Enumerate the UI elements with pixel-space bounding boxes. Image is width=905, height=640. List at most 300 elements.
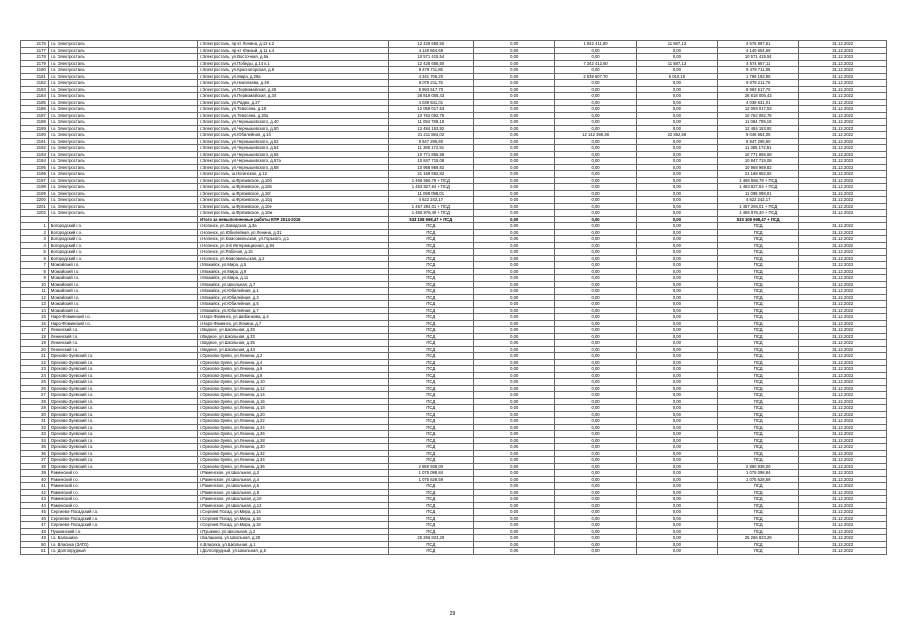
amount-a-cell: 0,00 — [474, 236, 555, 243]
row-number-cell: 47 — [21, 522, 49, 529]
date-cell: 31.12.2022 — [799, 203, 887, 210]
amount-c-cell: 0,00 — [636, 223, 717, 230]
amount-b-cell: 0,00 — [555, 327, 636, 334]
amount-d-cell: ПСД — [718, 294, 799, 301]
date-cell: 31.12.2022 — [799, 502, 887, 509]
total-cost-cell: 25 266 823,29 — [388, 535, 473, 542]
total-cost-cell: ПСД — [388, 405, 473, 412]
date-cell: 31.12.2022 — [799, 151, 887, 158]
amount-d-cell: 26 818 005,43 — [718, 93, 799, 100]
date-cell: 31.12.2022 — [799, 106, 887, 113]
amount-c-cell: 0,00 — [636, 54, 717, 61]
row-number-cell: 2177 — [21, 47, 49, 54]
amount-c-cell: 0,00 — [636, 431, 717, 438]
row-number-cell: 42 — [21, 489, 49, 496]
municipality-cell: Орехово-Зуевский г.о. — [48, 457, 197, 464]
row-number-cell: 48 — [21, 528, 49, 535]
amount-c-cell: 0,00 — [636, 99, 717, 106]
total-cost-cell: 21 168 662,82 — [388, 171, 473, 178]
amount-a-cell: 0,00 — [474, 301, 555, 308]
total-cost-cell: ПСД — [388, 320, 473, 327]
date-cell: 31.12.2022 — [799, 457, 887, 464]
row-number-cell: 2195 — [21, 164, 49, 171]
amount-d-cell: ПСД — [718, 275, 799, 282]
row-number-cell: 44 — [21, 502, 49, 509]
total-cost-cell: ПСД — [388, 411, 473, 418]
amount-b-cell: 0,00 — [555, 67, 636, 74]
row-number-cell: 3 — [21, 236, 49, 243]
amount-a-cell: 0,00 — [474, 418, 555, 425]
date-cell: 31.12.2022 — [799, 431, 887, 438]
amount-d-cell: 11 098 098,01 — [718, 190, 799, 197]
total-cost-cell: 12 059 017,53 — [388, 106, 473, 113]
municipality-cell: г.о. Электросталь — [48, 171, 197, 178]
date-cell: 31.12.2022 — [799, 437, 887, 444]
address-cell: г.Орехово-Зуево, ул.Ленина, д.26 — [198, 431, 388, 438]
municipality-cell: Сергиево-Посадский г.о. — [48, 522, 197, 529]
row-number-cell: 2200 — [21, 197, 49, 204]
row-number-cell: 11 — [21, 288, 49, 295]
amount-a-cell: 0,00 — [474, 320, 555, 327]
row-number-cell: 16 — [21, 320, 49, 327]
total-cost-cell: ПСД — [388, 509, 473, 516]
date-cell: 31.12.2022 — [799, 522, 887, 529]
date-cell: 31.12.2022 — [799, 86, 887, 93]
amount-b-cell: 0,00 — [555, 340, 636, 347]
address-cell: г.Можайск, ул.Юбилейная, д.7 — [198, 307, 388, 314]
amount-a-cell: 0,00 — [474, 333, 555, 340]
date-cell: 31.12.2022 — [799, 307, 887, 314]
amount-a-cell: 0,00 — [474, 158, 555, 165]
total-cost-cell: ПСД — [388, 281, 473, 288]
amount-a-cell: 0,00 — [474, 145, 555, 152]
page-number: 29 — [449, 611, 456, 617]
amount-c-cell: 0,00 — [636, 359, 717, 366]
amount-d-cell: ПСД — [718, 385, 799, 392]
amount-c-cell: 0,00 — [636, 262, 717, 269]
date-cell: 31.12.2022 — [799, 294, 887, 301]
address-cell: г.Орехово-Зуево, ул.Ленина, д.10 — [198, 379, 388, 386]
amount-c-cell: 0,00 — [636, 67, 717, 74]
amount-d-cell: 4 039 631,01 — [718, 99, 799, 106]
row-number-cell: 2190 — [21, 132, 49, 139]
row-number-cell: 2 — [21, 229, 49, 236]
amount-b-cell: 0,00 — [555, 457, 636, 464]
amount-a-cell: 0,00 — [474, 431, 555, 438]
date-cell: 31.12.2022 — [799, 210, 887, 217]
amount-a-cell: 0,00 — [474, 307, 555, 314]
amount-b-cell: 0,00 — [555, 177, 636, 184]
amount-b-cell: 0,00 — [555, 164, 636, 171]
amount-d-cell: 8 947 295,60 — [718, 138, 799, 145]
row-number-cell: 27 — [21, 392, 49, 399]
amount-c-cell: 0,00 — [636, 255, 717, 262]
amount-d-cell: 10 771 856,58 — [718, 151, 799, 158]
amount-b-cell: 0,00 — [555, 437, 636, 444]
amount-a-cell: 0,00 — [474, 398, 555, 405]
municipality-cell: Раменский г.о. — [48, 496, 197, 503]
row-number-cell: 2179 — [21, 60, 49, 67]
amount-c-cell: 0,00 — [636, 294, 717, 301]
amount-b-cell: 0,00 — [555, 151, 636, 158]
address-cell: г.Электросталь, ул.Мира, д.26а — [198, 73, 388, 80]
amount-a-cell: 0,00 — [474, 54, 555, 61]
amount-a-cell: 0,00 — [474, 535, 555, 542]
municipality-cell: г.о. Электросталь — [48, 164, 197, 171]
amount-a-cell: 0,00 — [474, 223, 555, 230]
total-cost-cell: 4 622 242,17 — [388, 197, 473, 204]
amount-d-cell: 1 075 098,84 — [718, 470, 799, 477]
amount-c-cell: 0,00 — [636, 47, 717, 54]
amount-d-cell: ПСД — [718, 444, 799, 451]
row-number-cell: 45 — [21, 509, 49, 516]
amount-a-cell: 0,00 — [474, 379, 555, 386]
date-cell: 31.12.2022 — [799, 320, 887, 327]
date-cell: 31.12.2022 — [799, 275, 887, 282]
date-cell: 31.12.2022 — [799, 548, 887, 555]
amount-c-cell: 0,00 — [636, 236, 717, 243]
date-cell: 31.12.2022 — [799, 249, 887, 256]
amount-a-cell: 0,00 — [474, 444, 555, 451]
total-cost-cell: 21 211 884,02 — [388, 132, 473, 139]
total-cost-cell: ПСД — [388, 346, 473, 353]
address-cell: г.Орехово-Зуево, ул.Ленина, д.6 — [198, 366, 388, 373]
municipality-cell: Ленинский г.о. — [48, 346, 197, 353]
row-number-cell: 2196 — [21, 171, 49, 178]
amount-d-cell: ПСД — [718, 379, 799, 386]
date-cell: 31.12.2022 — [799, 54, 887, 61]
address-cell: г.Сергиев Посад, ул.Мира, д.18 — [198, 522, 388, 529]
amount-a-cell: 0,00 — [474, 457, 555, 464]
municipality-cell: г.о. Электросталь — [48, 99, 197, 106]
row-number-cell: 31 — [21, 418, 49, 425]
amount-a-cell: 0,00 — [474, 106, 555, 113]
amount-d-cell: ПСД — [718, 288, 799, 295]
row-number-cell: 21 — [21, 353, 49, 360]
total-cost-cell: ПСД — [388, 398, 473, 405]
amount-a-cell: 0,00 — [474, 249, 555, 256]
total-cost-cell: ПСД — [388, 392, 473, 399]
total-cost-cell: ПСД — [388, 229, 473, 236]
amount-d-cell: ПСД — [718, 314, 799, 321]
amount-d-cell: 1 467 294,01 + ПСД — [718, 203, 799, 210]
repair-schedule-table — [20, 40, 887, 555]
address-cell: г.Электросталь, ул.Чернышевского, д.40 — [198, 119, 388, 126]
amount-a-cell: 0,00 — [474, 60, 555, 67]
address-cell: Итого за невыполненные работы КПР 2014-2016 — [198, 216, 388, 223]
amount-d-cell: ПСД — [718, 548, 799, 555]
amount-b-cell: 0,00 — [555, 125, 636, 132]
municipality-cell: г.о. Электросталь — [48, 197, 197, 204]
row-number-cell: 23 — [21, 366, 49, 373]
amount-c-cell: 0,00 — [636, 119, 717, 126]
amount-c-cell: 0,00 — [636, 470, 717, 477]
amount-c-cell: 0,00 — [636, 301, 717, 308]
address-cell: г.Орехово-Зуево, ул.Ленина, д.16 — [198, 398, 388, 405]
municipality-cell: Раменский г.о. — [48, 489, 197, 496]
date-cell: 31.12.2022 — [799, 197, 887, 204]
amount-d-cell: ПСД — [718, 411, 799, 418]
total-cost-cell: 8 947 295,60 — [388, 138, 473, 145]
total-cost-cell: 1 467 294,01 + ПСД — [388, 203, 473, 210]
total-cost-cell: ПСД — [388, 522, 473, 529]
date-cell: 31.12.2022 — [799, 190, 887, 197]
amount-d-cell: ПСД — [718, 236, 799, 243]
address-cell: г.Орехово-Зуево, ул.Ленина, д.36 — [198, 463, 388, 470]
total-cost-cell: ПСД — [388, 418, 473, 425]
address-cell: г.Электросталь, ул.Чернышевского, д.54 — [198, 145, 388, 152]
date-cell: 31.12.2022 — [799, 223, 887, 230]
amount-a-cell: 0,00 — [474, 327, 555, 334]
address-cell: г.Можайск, ул.Юбилейная, д.3 — [198, 294, 388, 301]
row-number-cell: 51 — [21, 548, 49, 555]
amount-d-cell: ПСД — [718, 431, 799, 438]
amount-a-cell: 0,00 — [474, 489, 555, 496]
amount-c-cell: 0,00 — [636, 444, 717, 451]
amount-a-cell: 0,00 — [474, 502, 555, 509]
date-cell: 31.12.2022 — [799, 268, 887, 275]
amount-a-cell: 0,00 — [474, 99, 555, 106]
amount-a-cell: 0,00 — [474, 184, 555, 191]
amount-a-cell: 0,00 — [474, 171, 555, 178]
amount-c-cell: 0,00 — [636, 346, 717, 353]
table-row — [21, 548, 887, 555]
amount-d-cell: 9 079 211,75 — [718, 80, 799, 87]
total-cost-cell: ПСД — [388, 359, 473, 366]
date-cell: 31.12.2022 — [799, 255, 887, 262]
address-cell: г.Ногинск, ул.Юбилейная, ул.Ленина, д.31 — [198, 229, 388, 236]
amount-a-cell: 0,00 — [474, 496, 555, 503]
amount-a-cell: 0,00 — [474, 437, 555, 444]
municipality-cell: Орехово-Зуевский г.о. — [48, 463, 197, 470]
amount-c-cell: 0,00 — [636, 535, 717, 542]
amount-a-cell: 0,00 — [474, 470, 555, 477]
date-cell: 31.12.2022 — [799, 288, 887, 295]
date-cell: 31.12.2022 — [799, 476, 887, 483]
row-number-cell: 30 — [21, 411, 49, 418]
municipality-cell: Орехово-Зуевский г.о. — [48, 379, 197, 386]
address-cell: г.Электросталь, ул.Тевосяна, д.20а — [198, 112, 388, 119]
address-cell: г.Электросталь, ул.Юбилейная, д.1б — [198, 132, 388, 139]
amount-a-cell: 0,00 — [474, 164, 555, 171]
amount-d-cell: ПСД — [718, 320, 799, 327]
amount-c-cell: 0,00 — [636, 164, 717, 171]
amount-d-cell: ПСД — [718, 405, 799, 412]
amount-b-cell: 0,00 — [555, 320, 636, 327]
municipality-cell: Раменский г.о. — [48, 483, 197, 490]
amount-c-cell: 0,00 — [636, 197, 717, 204]
total-cost-cell: ПСД — [388, 483, 473, 490]
row-number-cell: 2194 — [21, 158, 49, 165]
row-number-cell: 24 — [21, 372, 49, 379]
amount-d-cell: 10 571 415,54 — [718, 54, 799, 61]
address-cell: г.Видное, ул.Школьная, д.35 — [198, 340, 388, 347]
amount-b-cell: 0,00 — [555, 418, 636, 425]
address-cell: г.Орехово-Зуево, ул.Ленина, д.28 — [198, 437, 388, 444]
municipality-cell: Орехово-Зуевский г.о. — [48, 418, 197, 425]
amount-d-cell: ПСД — [718, 281, 799, 288]
amount-b-cell: 0,00 — [555, 509, 636, 516]
municipality-cell: Богородский г.о. — [48, 249, 197, 256]
amount-c-cell: 0,00 — [636, 158, 717, 165]
amount-d-cell: ПСД — [718, 502, 799, 509]
date-cell: 31.12.2022 — [799, 450, 887, 457]
total-cost-cell: 9 479 711,85 — [388, 67, 473, 74]
amount-d-cell: ПСД — [718, 483, 799, 490]
amount-d-cell: 4 576 867,61 — [718, 41, 799, 48]
row-number-cell: 2193 — [21, 151, 49, 158]
municipality-cell: г.о. Электросталь — [48, 119, 197, 126]
amount-d-cell: ПСД — [718, 327, 799, 334]
municipality-cell: Раменский г.о. — [48, 470, 197, 477]
amount-b-cell: 0,00 — [555, 197, 636, 204]
address-cell: г.Можайск, ул.Школьная, д.7 — [198, 281, 388, 288]
amount-d-cell: 12 059 017,53 — [718, 106, 799, 113]
amount-b-cell: 0,00 — [555, 112, 636, 119]
row-number-cell: 2202 — [21, 210, 49, 217]
address-cell: г.Электросталь, ул.Восточная, д.6а — [198, 54, 388, 61]
amount-b-cell: 0,00 — [555, 138, 636, 145]
amount-d-cell: ПСД — [718, 255, 799, 262]
row-number-cell: 22 — [21, 359, 49, 366]
amount-a-cell: 0,00 — [474, 132, 555, 139]
address-cell: г.Электросталь, ул.Чернышевского, д.58 — [198, 164, 388, 171]
address-cell: п.Власиха, ул.Школьная, д.1 — [198, 541, 388, 548]
amount-d-cell: 25 266 823,29 — [718, 535, 799, 542]
amount-d-cell: 1 463 827,64 + ПСД — [718, 184, 799, 191]
amount-d-cell: 1 465 976,40 + ПСД — [718, 210, 799, 217]
address-cell: г.Электросталь, ул.Чернышевского, д.56 — [198, 151, 388, 158]
municipality-cell: г.о. Электросталь — [48, 190, 197, 197]
row-number-cell: 50 — [21, 541, 49, 548]
amount-c-cell: 0,00 — [636, 502, 717, 509]
date-cell: 31.12.2022 — [799, 229, 887, 236]
amount-b-cell: 0,00 — [555, 502, 636, 509]
address-cell: г.Орехово-Зуево, ул.Ленина, д.2 — [198, 353, 388, 360]
total-cost-cell: 9 079 211,75 — [388, 80, 473, 87]
address-cell: г.Раменское, ул.Школьная, д.6 — [198, 483, 388, 490]
address-cell: г.Орехово-Зуево, ул.Ленина, д.18 — [198, 405, 388, 412]
row-number-cell: 2198 — [21, 184, 49, 191]
date-cell: 31.12.2022 — [799, 138, 887, 145]
date-cell: 31.12.2022 — [799, 340, 887, 347]
address-cell: г.Можайск, ул.Юбилейная, д.5 — [198, 301, 388, 308]
amount-d-cell: ПСД — [718, 262, 799, 269]
amount-a-cell: 0,00 — [474, 509, 555, 516]
amount-b-cell: 0,00 — [555, 268, 636, 275]
row-number-cell: 43 — [21, 496, 49, 503]
date-cell: 31.12.2022 — [799, 444, 887, 451]
total-cost-cell: 4 140 654,69 — [388, 47, 473, 54]
address-cell: г.Орехово-Зуево, ул.Ленина, д.30 — [198, 444, 388, 451]
municipality-cell: Орехово-Зуевский г.о. — [48, 411, 197, 418]
municipality-cell: Орехово-Зуевский г.о. — [48, 424, 197, 431]
total-cost-cell: ПСД — [388, 223, 473, 230]
address-cell: г.Балашиха, ул.Школьная, д.28 — [198, 535, 388, 542]
municipality-cell: г.о. Электросталь — [48, 210, 197, 217]
date-cell: 31.12.2022 — [799, 418, 887, 425]
row-number-cell: 2182 — [21, 80, 49, 87]
amount-b-cell: 2 539 807,70 — [555, 73, 636, 80]
total-cost-cell: 1 463 827,64 + ПСД — [388, 184, 473, 191]
amount-b-cell: 0,00 — [555, 223, 636, 230]
amount-d-cell: ПСД — [718, 509, 799, 516]
amount-c-cell: 0,00 — [636, 125, 717, 132]
amount-b-cell: 0,00 — [555, 171, 636, 178]
amount-a-cell: 0,00 — [474, 93, 555, 100]
date-cell: 31.12.2022 — [799, 489, 887, 496]
municipality-cell: Можайский г.о. — [48, 288, 197, 295]
total-cost-cell: ПСД — [388, 236, 473, 243]
date-cell: 31.12.2022 — [799, 99, 887, 106]
amount-a-cell: 0,00 — [474, 515, 555, 522]
municipality-cell: Орехово-Зуевский г.о. — [48, 372, 197, 379]
amount-b-cell: 0,00 — [555, 294, 636, 301]
municipality-cell: Богородский г.о. — [48, 255, 197, 262]
amount-a-cell: 0,00 — [474, 392, 555, 399]
date-cell: 31.12.2022 — [799, 314, 887, 321]
amount-c-cell: 0,00 — [636, 541, 717, 548]
amount-b-cell: 0,00 — [555, 255, 636, 262]
total-cost-cell: ПСД — [388, 294, 473, 301]
municipality-cell: г.о. Электросталь — [48, 93, 197, 100]
total-cost-cell: 1 465 976,40 + ПСД — [388, 210, 473, 217]
amount-c-cell: 0,00 — [636, 476, 717, 483]
amount-a-cell: 0,00 — [474, 216, 555, 223]
amount-b-cell: 0,00 — [555, 431, 636, 438]
document-page — [20, 40, 887, 555]
total-cost-cell: ПСД — [388, 431, 473, 438]
total-cost-cell: 10 771 856,58 — [388, 151, 473, 158]
date-cell: 31.12.2022 — [799, 353, 887, 360]
amount-b-cell: 0,00 — [555, 398, 636, 405]
amount-a-cell: 0,00 — [474, 340, 555, 347]
amount-d-cell: 2 860 938,00 — [718, 463, 799, 470]
address-cell: г.Орехово-Зуево, ул.Ленина, д.4 — [198, 359, 388, 366]
amount-c-cell: 0,00 — [636, 353, 717, 360]
municipality-cell: Пушкинский г.о. — [48, 528, 197, 535]
date-cell: 31.12.2022 — [799, 262, 887, 269]
municipality-cell: Орехово-Зуевский г.о. — [48, 450, 197, 457]
row-number-cell: 13 — [21, 301, 49, 308]
total-cost-cell: ПСД — [388, 301, 473, 308]
amount-a-cell: 0,00 — [474, 151, 555, 158]
address-cell: г.Электросталь, пр-кт Южный, д.11 к.4 — [198, 47, 388, 54]
address-cell: г.Раменское, ул.Школьная, д.4 — [198, 476, 388, 483]
address-cell: г.Видное, ул.Школьная, д.25 — [198, 327, 388, 334]
date-cell: 31.12.2022 — [799, 366, 887, 373]
amount-d-cell: 4 622 242,17 — [718, 197, 799, 204]
row-number-cell: 17 — [21, 327, 49, 334]
row-number-cell: 2178 — [21, 54, 49, 61]
amount-b-cell: 0,00 — [555, 496, 636, 503]
total-cost-cell: 8 993 517,70 — [388, 86, 473, 93]
total-cost-cell: ПСД — [388, 424, 473, 431]
row-number-cell: 36 — [21, 450, 49, 457]
municipality-cell: г.о. Электросталь — [48, 145, 197, 152]
amount-d-cell: ПСД — [718, 392, 799, 399]
amount-b-cell: 0,00 — [555, 444, 636, 451]
address-cell: г.Раменское, ул.Школьная, д.8 — [198, 489, 388, 496]
amount-a-cell: 0,00 — [474, 262, 555, 269]
date-cell: 31.12.2022 — [799, 346, 887, 353]
total-cost-cell: 533 108 698,47 + ПСД — [388, 216, 473, 223]
amount-a-cell: 0,00 — [474, 314, 555, 321]
row-number-cell: 2180 — [21, 67, 49, 74]
row-number-cell: 26 — [21, 385, 49, 392]
amount-c-cell: 0,00 — [636, 171, 717, 178]
address-cell: г.Орехово-Зуево, ул.Ленина, д.22 — [198, 418, 388, 425]
